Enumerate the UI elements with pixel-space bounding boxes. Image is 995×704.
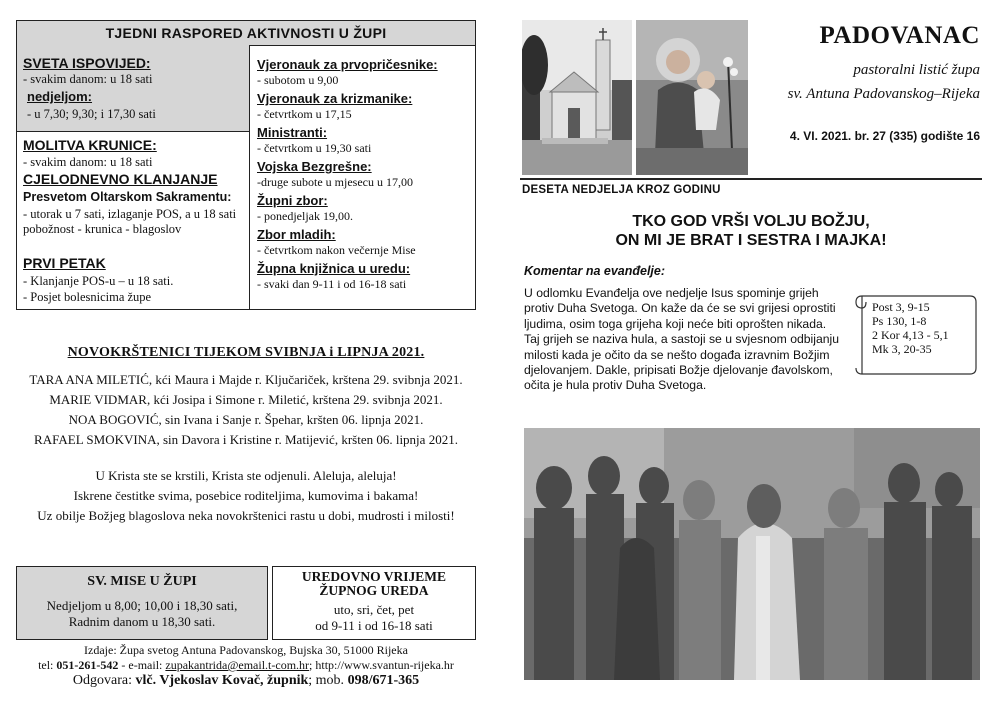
mobile-label: ; mob. (308, 673, 348, 688)
reading-item: Ps 130, 1-8 (872, 314, 927, 328)
email-link[interactable]: zupakantrida@email.t-com.hr (165, 658, 310, 672)
responsible-name: vlč. Vjekoslav Kovač, župnik (135, 673, 309, 688)
activity-item (257, 57, 438, 87)
office-hours: od 9-11 i od 16-18 sati (315, 618, 433, 633)
baptism-entry: TARA ANA MILETIĆ, kći Maura i Majde r. Ključariček, krštena 29. svibnja 2021. (29, 372, 463, 387)
baptism-entry: RAFAEL SMOKVINA, sin Davora i Kristine r. Matijević, kršten 06. lipnja 2021. (34, 432, 458, 447)
commentary-text: U odlomku Evanđelja ove nedjelje Isus spominje grijeh protiv Duha Svetoga. On kaže da će se svi grijesi oprostiti ljudima, osim toga grijeha koji neće biti oprošten nikada. Taj grijeh se naziva hula, a sastoji se u svjesnom odbijanju milosti kada je očito da se nešto događa izravnim Božjim djelovanjem. Dakle, pripisati Božje djelovanje đavolskom, očita je hula protiv Duha Svetoga. (524, 286, 840, 393)
rosary-daily: - svakim danom: u 18 sati (23, 155, 153, 169)
masses-title: SV. MISE U ŽUPI (87, 574, 197, 589)
activity-item (257, 193, 353, 223)
office-days: uto, sri, čet, pet (333, 602, 415, 617)
phone-number: 051-261-542 (56, 658, 119, 672)
activity-time: - subotom u 9,00 (257, 73, 339, 87)
activity-item (257, 227, 416, 257)
activity-heading: Vjeronauk za prvopričesnike: (257, 57, 438, 72)
saint-anthony-image (636, 20, 748, 175)
adoration-sub: Presvetom Oltarskom Sakramentu: (23, 190, 232, 204)
masses-sunday: Nedjeljom u 8,00; 10,00 i 18,30 sati, (46, 598, 238, 613)
activity-time: - svaki dan 9-11 i od 16-18 sati (257, 277, 407, 291)
activity-heading: Župni zbor: (257, 193, 328, 208)
masthead-subtitle-1: pastoralni listić župa (853, 62, 980, 78)
confession-block (17, 45, 249, 132)
baptism-entry: MARIE VIDMAR, kći Josipa i Simone r. Miletić, krštena 29. svibnja 2021. (49, 392, 443, 407)
rosary-heading: MOLITVA KRUNICE: (23, 137, 157, 153)
adoration-text: - utorak u 7 sati, izlaganje POS, a u 18 sati pobožnost - krunica - blagoslov (23, 207, 237, 236)
website-link[interactable]: ; http://www.svantun-rijeka.hr (309, 658, 454, 672)
publisher-line: Izdaje: Župa svetog Antuna Padovanskog, Bujska 30, 51000 Rijeka (84, 643, 408, 657)
responsible-label: Odgovara: (72, 673, 136, 688)
activity-time: -druge subote u mjesecu u 17,00 (257, 175, 413, 189)
baptism-entry: NOA BOGOVIĆ, sin Ivana i Sanje r. Špehar, kršten 06. lipnja 2021. (68, 412, 424, 427)
confession-sunday: - u 7,30; 9,30; i 17,30 sati (27, 107, 156, 121)
activity-heading: Župna knjižnica u uredu: (257, 261, 411, 276)
schedule-box (16, 20, 476, 310)
confession-sunday-heading: nedjeljom: (27, 89, 93, 104)
office-hours-box (272, 566, 476, 640)
reading-item: 2 Kor 4,13 - 5,1 (872, 328, 949, 342)
blessing-line: U Krista ste se krstili, Krista ste odjenuli. Aleluja, aleluja! (95, 468, 397, 483)
divider (520, 178, 982, 180)
schedule-left-column (17, 45, 250, 309)
email-label: - e-mail: (118, 658, 166, 672)
mobile-number: 098/671-365 (347, 673, 420, 688)
commentary-label: Komentar na evanđelje: (524, 264, 666, 278)
activity-heading: Vojska Bezgrešne: (257, 159, 372, 174)
contact-line (16, 658, 476, 673)
masthead-subtitle-2: sv. Antuna Padovanskog–Rijeka (787, 86, 980, 102)
activity-item (257, 91, 412, 121)
reading-item: Mk 3, 20-35 (872, 342, 932, 356)
activity-heading: Ministranti: (257, 125, 328, 140)
gospel-headline (520, 212, 982, 250)
headline-line-2: ON MI JE BRAT I SESTRA I MAJKA! (615, 232, 887, 249)
activity-time: - četvrtkom nakon večernje Mise (257, 243, 416, 257)
masthead-title: PADOVANAC (819, 22, 980, 49)
activity-item (257, 261, 410, 291)
church-photo (522, 20, 632, 175)
activity-time: - četvrtkom u 19,30 sati (257, 141, 372, 155)
office-title-2: ŽUPNOG UREDA (319, 583, 429, 598)
activity-time: - ponedjeljak 19,00. (257, 209, 353, 223)
responsible-line (16, 673, 476, 689)
activity-item (257, 159, 413, 189)
blessing-line: Uz obilje Božjeg blagoslova neka novokrštenici rastu u dobi, mudrosti i milosti! (37, 508, 455, 523)
adoration-heading: CJELODNEVNO KLANJANJE (23, 171, 218, 187)
blessing-line: Iskrene čestitke svima, posebice roditeljima, kumovima i bakama! (73, 488, 419, 503)
issue-info: 4. VI. 2021. br. 27 (335) godište 16 (789, 129, 980, 143)
masses-box (16, 566, 268, 640)
tel-label: tel: (38, 658, 57, 672)
activity-time: - četvrtkom u 17,15 (257, 107, 352, 121)
schedule-right-column (251, 45, 475, 309)
schedule-title: TJEDNI RASPORED AKTIVNOSTI U ŽUPI (17, 21, 475, 46)
confession-heading: SVETA ISPOVIJED: (23, 55, 151, 71)
confession-daily: - svakim danom: u 18 sati (23, 72, 153, 86)
readings-list (872, 300, 972, 356)
headline-line-1: TKO GOD VRŠI VOLJU BOŽJU, (632, 213, 870, 230)
first-friday-heading: PRVI PETAK (23, 255, 106, 271)
gospel-scene-photo (524, 428, 980, 680)
activity-heading: Vjeronauk za krizmanike: (257, 91, 413, 106)
activity-heading: Zbor mladih: (257, 227, 336, 242)
activity-item (257, 125, 371, 155)
first-friday-line2: - Posjet bolesnicima župe (23, 290, 152, 304)
first-friday-line1: - Klanjanje POS-u – u 18 sati. (23, 274, 174, 288)
reading-item: Post 3, 9-15 (872, 300, 930, 314)
masses-weekday: Radnim danom u 18,30 sati. (68, 614, 216, 629)
baptisms-title: NOVOKRŠTENICI TIJEKOM SVIBNJA i LIPNJA 2021. (67, 345, 425, 360)
office-title-1: UREDOVNO VRIJEME (301, 569, 447, 584)
sunday-label: DESETA NEDJELJA KROZ GODINU (522, 184, 721, 196)
